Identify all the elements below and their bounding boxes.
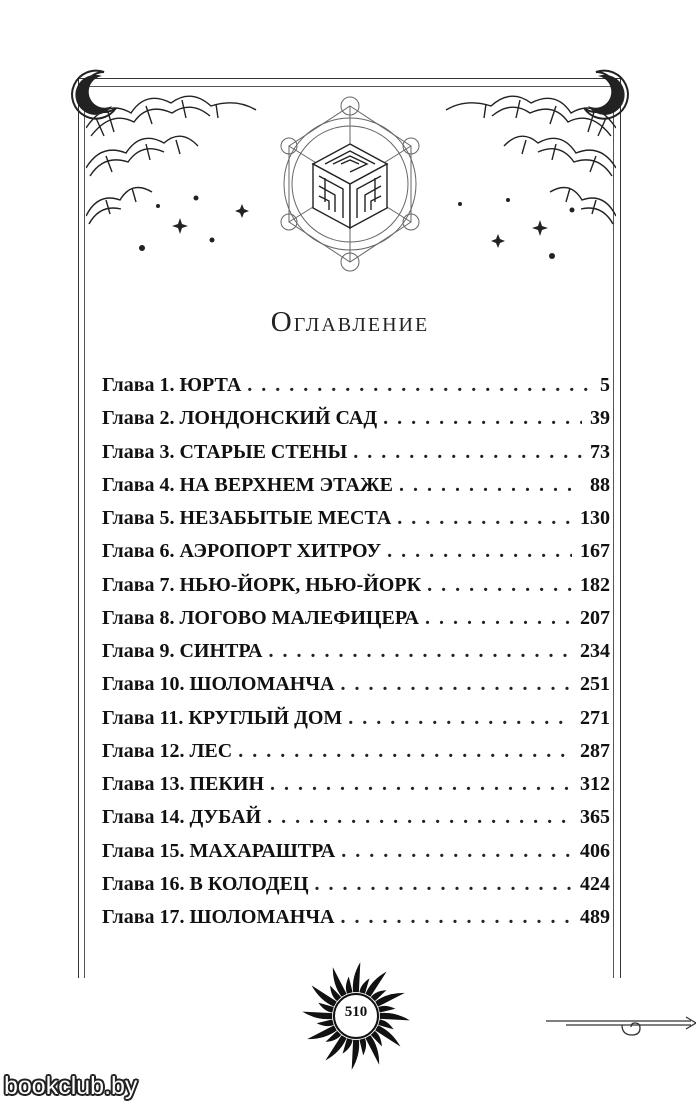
toc-entry-page: 489 [580, 906, 610, 928]
toc-entry [102, 474, 610, 507]
toc-entry-label: Глава 9. СИНТРА [102, 640, 263, 662]
toc-entry-page: 39 [590, 407, 610, 430]
toc-entry-leader [399, 474, 582, 497]
toc-entry [102, 640, 610, 673]
toc-entry-label: Глава 13. ПЕКИН [102, 773, 265, 795]
toc-entry-label: Глава 5. НЕЗАБЫТЫЕ МЕСТА [102, 507, 392, 529]
sun-ray [302, 1012, 332, 1019]
sun-ray [352, 1040, 359, 1070]
sun-ray [317, 1019, 334, 1026]
frame-left-line [78, 78, 80, 978]
sun-ray [380, 1013, 410, 1020]
sun-ray [353, 962, 360, 992]
toc-entry-label: Глава 10. ШОЛОМАНЧА [102, 673, 335, 696]
spiral-ornament-icon [546, 1012, 696, 1042]
toc-entry-leader [269, 640, 573, 663]
toc-entry-leader [270, 773, 572, 796]
frame-right-line [620, 78, 622, 978]
toc-entry-page: 287 [580, 739, 610, 762]
toc-entry-leader [238, 740, 572, 763]
toc-entry [102, 840, 610, 873]
toc-entry-page: 234 [580, 640, 610, 662]
watermark: bookclub.by [4, 1072, 138, 1100]
toc-entry-page: 182 [580, 573, 610, 596]
toc-entry-leader [340, 673, 572, 696]
toc-entry [102, 574, 610, 607]
toc-entry-label: Глава 17. ШОЛОМАНЧА [102, 906, 335, 928]
toc-title: Оглавление [270, 306, 430, 338]
toc-entry-label: Глава 3. СТАРЫЕ СТЕНЫ [102, 440, 348, 463]
toc-entry-leader [397, 507, 572, 530]
toc-entry-leader [383, 407, 582, 430]
toc-entry-page: 251 [580, 673, 610, 696]
toc-entry-page: 312 [580, 773, 610, 795]
toc-entry [102, 806, 610, 839]
toc-entry-label: Глава 8. ЛОГОВО МАЛЕФИЦЕРА [102, 606, 419, 629]
toc-entry-page: 424 [580, 872, 610, 895]
toc-entry-label: Глава 14. ДУБАЙ [102, 806, 262, 829]
toc-entry-label: Глава 7. НЬЮ-ЙОРК, НЬЮ-ЙОРК [102, 573, 422, 596]
toc-entry-leader [387, 540, 572, 563]
toc-entry-leader [267, 806, 572, 829]
toc-entry [102, 507, 610, 540]
sun-ray [346, 977, 353, 994]
toc-entry-leader [425, 607, 572, 630]
toc-entry-page: 88 [590, 473, 610, 496]
toc-entry-leader [340, 906, 572, 929]
toc-entry-label: Глава 4. НА ВЕРХНЕМ ЭТАЖЕ [102, 473, 394, 496]
toc-entry-page: 271 [580, 706, 610, 729]
star-icon [130, 190, 260, 260]
toc-entry-page: 130 [580, 507, 610, 529]
toc-entry-label: Глава 16. В КОЛОДЕЦ [102, 872, 309, 895]
toc-entry-page: 207 [580, 606, 610, 629]
toc-entry-page: 73 [590, 440, 610, 463]
sun-ray [378, 1006, 395, 1013]
toc-entry-page: 365 [580, 806, 610, 829]
sun-ray [359, 1038, 366, 1055]
maze-cube-emblem-icon [275, 92, 425, 272]
toc-entry [102, 374, 610, 407]
toc-entry-label: Глава 1. ЮРТА [102, 374, 242, 396]
toc-entry-leader [341, 840, 572, 863]
toc-entry-page: 5 [600, 374, 610, 396]
toc-entry-label: Глава 11. КРУГЛЫЙ ДОМ [102, 706, 343, 729]
toc-entry [102, 441, 610, 474]
toc-entry-page: 406 [580, 839, 610, 862]
toc-entry [102, 906, 610, 939]
star-icon [440, 190, 580, 270]
toc-entry [102, 707, 610, 740]
toc-entry [102, 607, 610, 640]
toc-entry-label: Глава 6. АЭРОПОРТ ХИТРОУ [102, 540, 382, 563]
toc-entry-leader [315, 873, 572, 896]
toc-entry-leader [247, 374, 592, 397]
toc-entry-leader [427, 574, 572, 597]
toc-entry-leader [353, 441, 582, 464]
toc-entry [102, 740, 610, 773]
toc-entry-page: 167 [580, 540, 610, 563]
page-number: 510 [344, 1004, 368, 1020]
toc-entry [102, 873, 610, 906]
frame-top-line [78, 78, 620, 80]
toc-entry-label: Глава 12. ЛЕС [102, 739, 233, 762]
toc-entry-leader [348, 707, 572, 730]
toc-entry [102, 673, 610, 706]
toc-entry-label: Глава 2. ЛОНДОНСКИЙ САД [102, 407, 378, 430]
toc-entry [102, 540, 610, 573]
toc-entry-label: Глава 15. МАХАРАШТРА [102, 839, 336, 862]
toc-entry [102, 773, 610, 806]
toc-list [102, 374, 610, 939]
toc-entry [102, 407, 610, 440]
